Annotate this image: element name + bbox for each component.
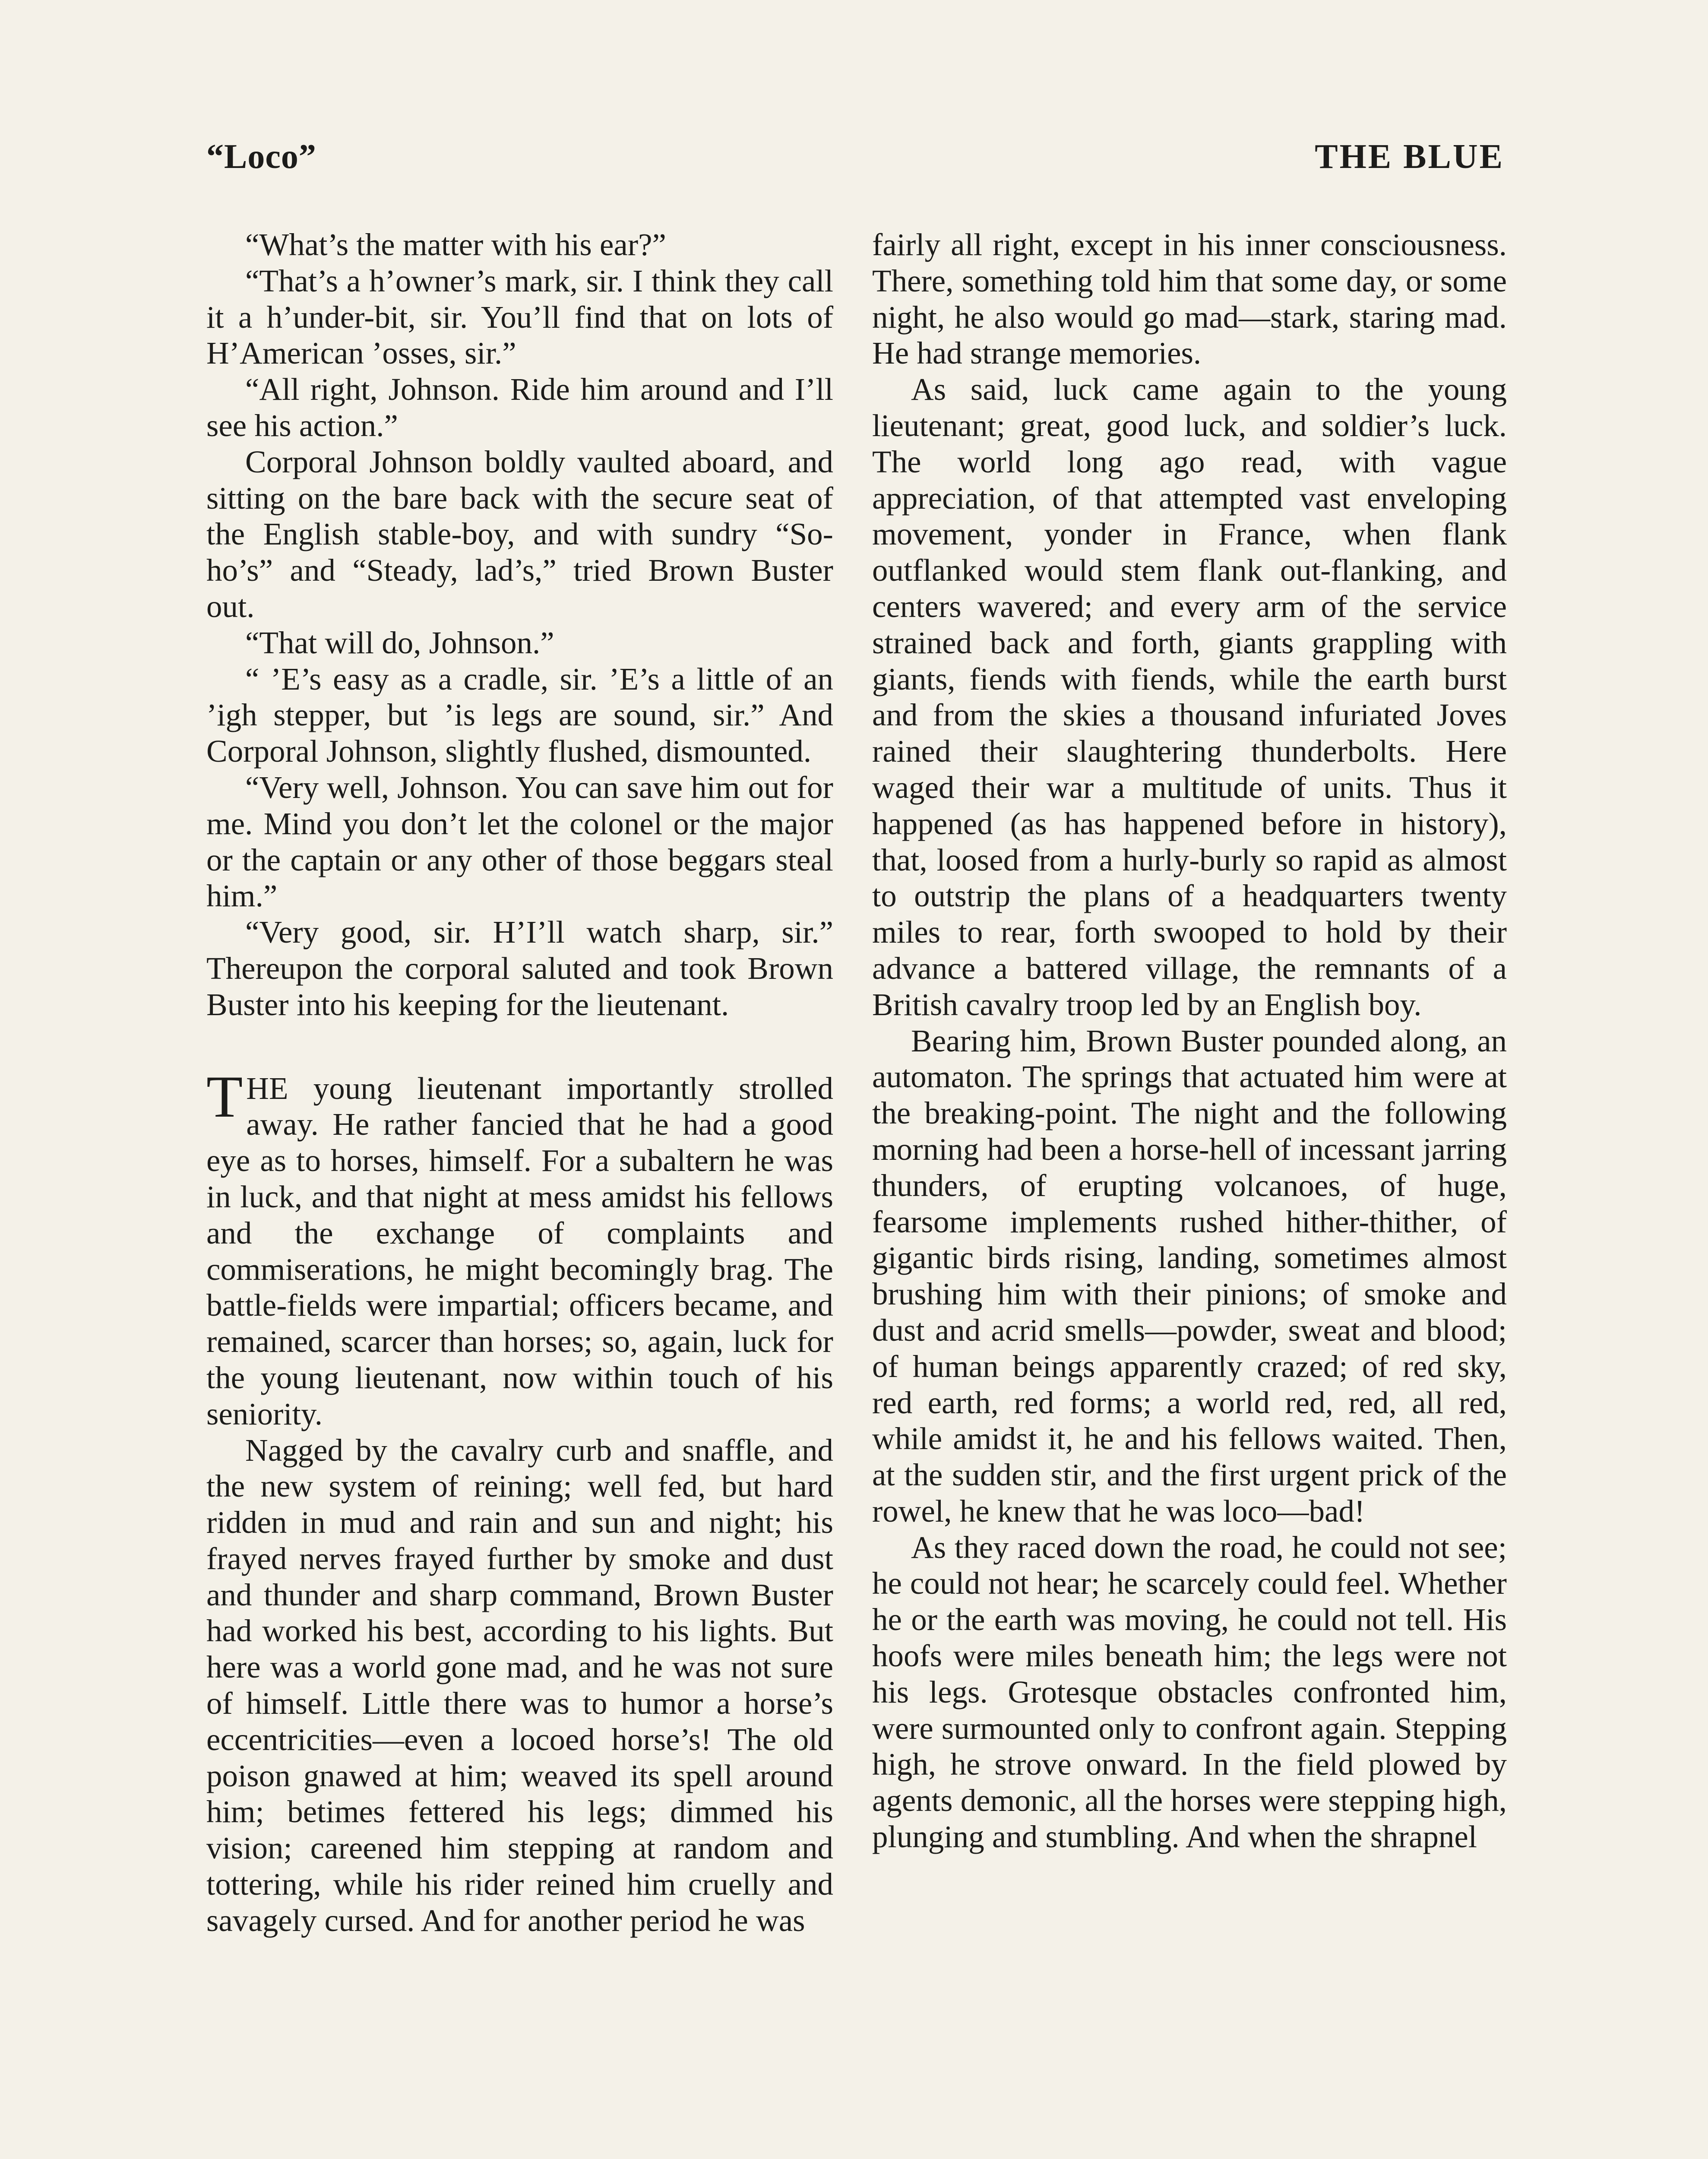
- paragraph: “That will do, Johnson.”: [245, 625, 554, 660]
- paragraph-text: HE young lieutenant importantly strolled away. He rather fancied that he had a good eye as to horses, himself. For a subaltern he was in luck, and that night at mess amidst his fellows and the exchange of complaints and commiserations, he might becomingly brag. The battle-fields were impartial; officers became, and remained, scarcer than horses; so, again, luck for the young lieutenant, now within touch of his seniority.: [206, 1070, 833, 1431]
- right-text-column: [872, 227, 1507, 1855]
- paragraph: Bearing him, Brown Buster pounded along, an automaton. The springs that actuated him were at the breaking-point. The night and the following morning had been a horse-hell of incessant jarring thunders, of erupting volcanoes, of huge, fearsome implements rushed hither-thither, of gigantic birds rising, landing, sometimes almost brushing him with their pinions; of smoke and dust and acrid smells—powder, sweat and blood; of human beings apparently crazed; of red sky, red earth, red forms; a world red, red, all red, while amidst it, he and his fellows waited. Then, at the sudden stir, and the first urgent prick of the rowel, he knew that he was loco—bad!: [872, 1023, 1507, 1529]
- paragraph: “All right, Johnson. Ride him around and I’ll see his action.”: [206, 372, 833, 443]
- magazine-title: THE BLUE: [1315, 138, 1504, 176]
- paragraph: Nagged by the cavalry curb and snaffle, and the new system of reining; well fed, but hard ridden in mud and rain and sun and night; his frayed nerves frayed further by smoke and dust and thunder and sharp command, Brown Buster had worked his best, according to his lights. But here was a world gone mad, and he was not sure of himself. Little there was to humor a horse’s eccentricities—even a locoed horse’s! The old poison gnawed at him; weaved its spell around him; betimes fettered his legs; dimmed his vision; careened him stepping at random and tottering, while his rider reined him cruelly and savagely cursed. And for another period he was: [206, 1432, 833, 1938]
- paragraph: As said, luck came again to the young lieutenant; great, good luck, and soldier’s luck. The world long ago read, with vague appreciation, of that attempted vast enveloping movement, yonder in France, when flank outflanked would stem flank out-flanking, and centers wavered; and every arm of the service strained back and forth, giants grappling with giants, fiends with fiends, while the earth burst and from the skies a thousand infuriated Joves rained their slaughtering thunderbolts. Here waged their war a multitude of units. Thus it happened (as has happened before in history), that, loosed from a hurly-burly so rapid as almost to outstrip the plans of a headquarters twenty miles to rear, forth swooped to hold by their advance a battered village, the remnants of a British cavalry troop led by an English boy.: [872, 372, 1507, 1022]
- drop-cap: T: [206, 1063, 243, 1130]
- paragraph: Corporal Johnson boldly vaulted aboard, and sitting on the bare back with the secure seat of the English stable-boy, and with sundry “So-ho’s” and “Steady, lad’s,” tried Brown Buster out.: [206, 444, 833, 624]
- running-title: “Loco”: [206, 138, 316, 176]
- paragraph-continued: fairly all right, except in his inner consciousness. There, something told him that some day, or some night, he also would go mad—stark, staring mad. He had strange memories.: [872, 227, 1507, 371]
- paragraph: “That’s a h’owner’s mark, sir. I think they call it a h’under-bit, sir. You’ll find that on lots of H’American ’osses, sir.”: [206, 263, 833, 371]
- paragraph: “Very good, sir. H’I’ll watch sharp, sir.” Thereupon the corporal saluted and took Brown Buster into his keeping for the lieutenant.: [206, 915, 833, 1022]
- left-text-column: [206, 227, 833, 1939]
- paragraph: As they raced down the road, he could not see; he could not hear; he scarcely could feel. Whether he or the earth was moving, he could not tell. His hoofs were miles beneath him; the legs were not his legs. Grotesque obstacles confronted him, were surmounted only to confront again. Stepping high, he strove onward. In the field plowed by agents demonic, all the horses were stepping high, plunging and stumbling. And when the shrapnel: [872, 1529, 1507, 1855]
- paragraph: “ ’E’s easy as a cradle, sir. ’E’s a little of an ’igh stepper, but ’is legs are sound, sir.” And Corporal Johnson, slightly flushed, dismounted.: [206, 661, 833, 769]
- paragraph: “Very well, Johnson. You can save him out for me. Mind you don’t let the colonel or the major or the captain or any other of those beggars steal him.”: [206, 769, 833, 914]
- section-opening-paragraph: [206, 1063, 833, 1432]
- paragraph: “What’s the matter with his ear?”: [245, 227, 666, 262]
